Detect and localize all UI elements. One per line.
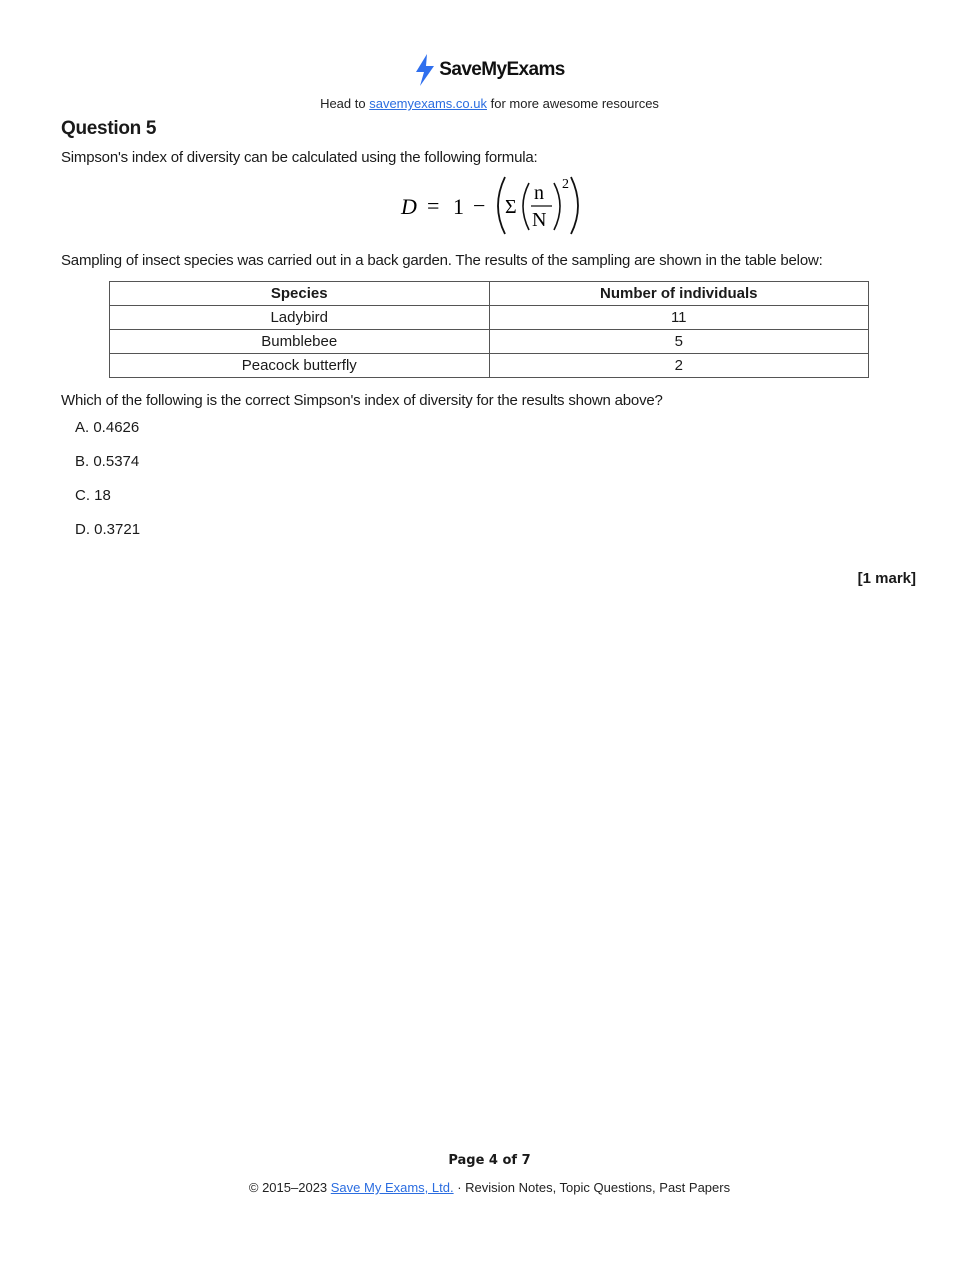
- copyright: [0, 1180, 979, 1195]
- option-d[interactable]: D. 0.3721: [75, 521, 141, 538]
- table-row: [110, 306, 869, 330]
- logo[interactable]: [414, 54, 564, 86]
- formula-lhs: D: [401, 194, 417, 219]
- formula-numerator: n: [534, 182, 544, 204]
- inner-right-paren: [554, 183, 560, 230]
- count-cell: 2: [489, 354, 869, 378]
- answer-options: [61, 419, 919, 541]
- page-footer: [0, 1153, 979, 1195]
- table-header-row: [110, 282, 869, 306]
- lightning-bolt-icon: [414, 54, 436, 86]
- formula-sigma: Σ: [505, 196, 517, 218]
- tagline: [0, 96, 979, 111]
- header-count: Number of individuals: [489, 282, 869, 306]
- formula-denominator: N: [532, 209, 547, 231]
- table-row: [110, 330, 869, 354]
- copyright-prefix: © 2015–2023: [248, 1180, 331, 1195]
- simpson-formula: [61, 172, 919, 238]
- formula-one: 1: [453, 194, 464, 219]
- count-cell: 11: [489, 306, 869, 330]
- species-table: [109, 281, 869, 378]
- question-prompt: Which of the following is the correct Simpson's index of diversity for the results shown above?: [61, 392, 663, 409]
- question-title: Question 5: [61, 118, 157, 139]
- species-cell: Peacock butterfly: [110, 354, 490, 378]
- marks-label: [1 mark]: [857, 570, 916, 587]
- formula-intro: Simpson's index of diversity can be calculated using the following formula:: [61, 149, 538, 166]
- formula-graphic: [395, 172, 585, 238]
- site-link[interactable]: savemyexams.co.uk: [369, 96, 487, 111]
- question-content: [61, 118, 919, 555]
- tagline-prefix: Head to: [320, 96, 370, 111]
- formula-minus: −: [473, 193, 486, 218]
- page-number: Page 4 of 7: [448, 1153, 531, 1168]
- option-a[interactable]: A. 0.4626: [75, 419, 140, 436]
- count-cell: 5: [489, 330, 869, 354]
- tagline-suffix: for more awesome resources: [486, 96, 659, 111]
- species-cell: Bumblebee: [110, 330, 490, 354]
- page-header: [0, 54, 979, 111]
- copyright-suffix: · Revision Notes, Topic Questions, Past Papers: [453, 1180, 731, 1195]
- formula-equals: =: [427, 193, 440, 218]
- option-b[interactable]: B. 0.5374: [75, 453, 140, 470]
- sampling-text: Sampling of insect species was carried out in a back garden. The results of the sampling are shown in the table below:: [61, 252, 823, 269]
- inner-left-paren: [523, 183, 529, 230]
- brand-name: SaveMyExams: [439, 59, 565, 80]
- formula-exponent: 2: [562, 177, 569, 192]
- company-link[interactable]: Save My Exams, Ltd.: [330, 1180, 454, 1195]
- outer-right-paren: [571, 177, 578, 234]
- species-cell: Ladybird: [110, 306, 490, 330]
- outer-left-paren: [498, 177, 505, 234]
- table-row: [110, 354, 869, 378]
- header-species: Species: [110, 282, 490, 306]
- option-c[interactable]: C. 18: [75, 487, 111, 504]
